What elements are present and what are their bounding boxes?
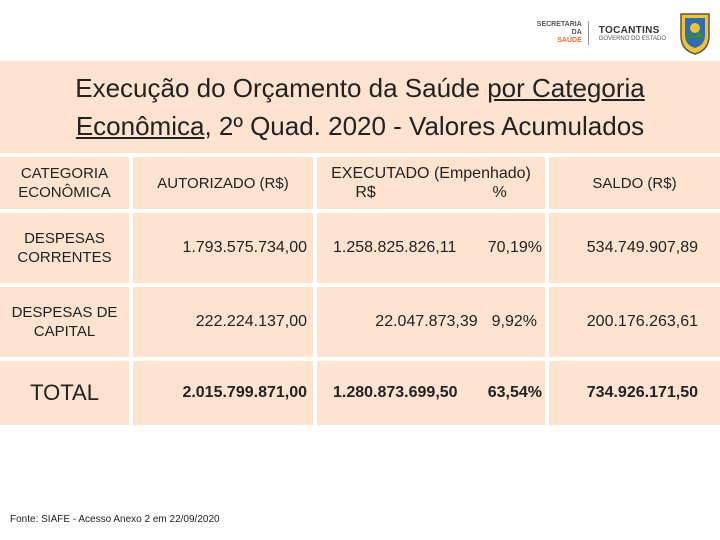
tocantins-text: TOCANTINS (598, 24, 660, 36)
header-categoria: CATEGORIA ECONÔMICA (0, 157, 129, 209)
percent-value: 70,19% (487, 239, 542, 256)
secretaria-text: SECRETARIA (536, 21, 582, 28)
state-seal-icon (678, 10, 712, 56)
table-row-correntes-executado: 1.258.825.826,11 70,19% (317, 213, 545, 283)
governo-text: GOVERNO DO ESTADO (598, 35, 666, 42)
header-executado: EXECUTADO (Empenhado) R$ % (317, 157, 545, 209)
title-part-3: Econômica (75, 111, 205, 141)
da-text: DA (571, 29, 582, 36)
table-row-correntes-categoria: DESPESAS CORRENTES (0, 213, 129, 283)
header-logos (537, 8, 712, 58)
tocantins-logo (595, 25, 666, 42)
secretaria-saude-logo (537, 21, 589, 45)
table-row-correntes-saldo: 534.749.907,89 (549, 213, 720, 283)
title-banner (0, 61, 720, 153)
table-row-total-categoria: TOTAL (0, 361, 129, 425)
header-saldo: SALDO (R$) (549, 157, 720, 209)
table-row-capital-categoria: DESPESAS DE CAPITAL (0, 287, 129, 357)
budget-table (0, 157, 720, 425)
header-executado-sub: R$ % (355, 184, 507, 201)
table-row-total-saldo: 734.926.171,50 (549, 361, 720, 425)
table-row-correntes-autorizado: 1.793.575.734,00 (133, 213, 313, 283)
saude-text: SAÚDE (557, 37, 582, 44)
title-part-2: por Categoria (487, 73, 645, 103)
title-part-1: Execução do Orçamento da Saúde (75, 73, 488, 103)
page-title (75, 69, 644, 145)
title-part-4: , 2º Quad. 2020 - Valores Acumulados (204, 111, 645, 141)
percent-value: 63,54% (487, 384, 542, 401)
header-autorizado: AUTORIZADO (R$) (133, 157, 313, 209)
table-row-capital-saldo: 200.176.263,61 (549, 287, 720, 357)
source-footnote: Fonte: SIAFE - Acesso Anexo 2 em 22/09/2020 (10, 514, 220, 525)
percent-value: 9,92% (491, 313, 537, 330)
table-row-capital-executado: 22.047.873,39 9,92% (317, 287, 545, 357)
table-row-capital-autorizado: 222.224.137,00 (133, 287, 313, 357)
table-row-total-autorizado: 2.015.799.871,00 (133, 361, 313, 425)
table-row-total-executado: 1.280.873.699,50 63,54% (317, 361, 545, 425)
